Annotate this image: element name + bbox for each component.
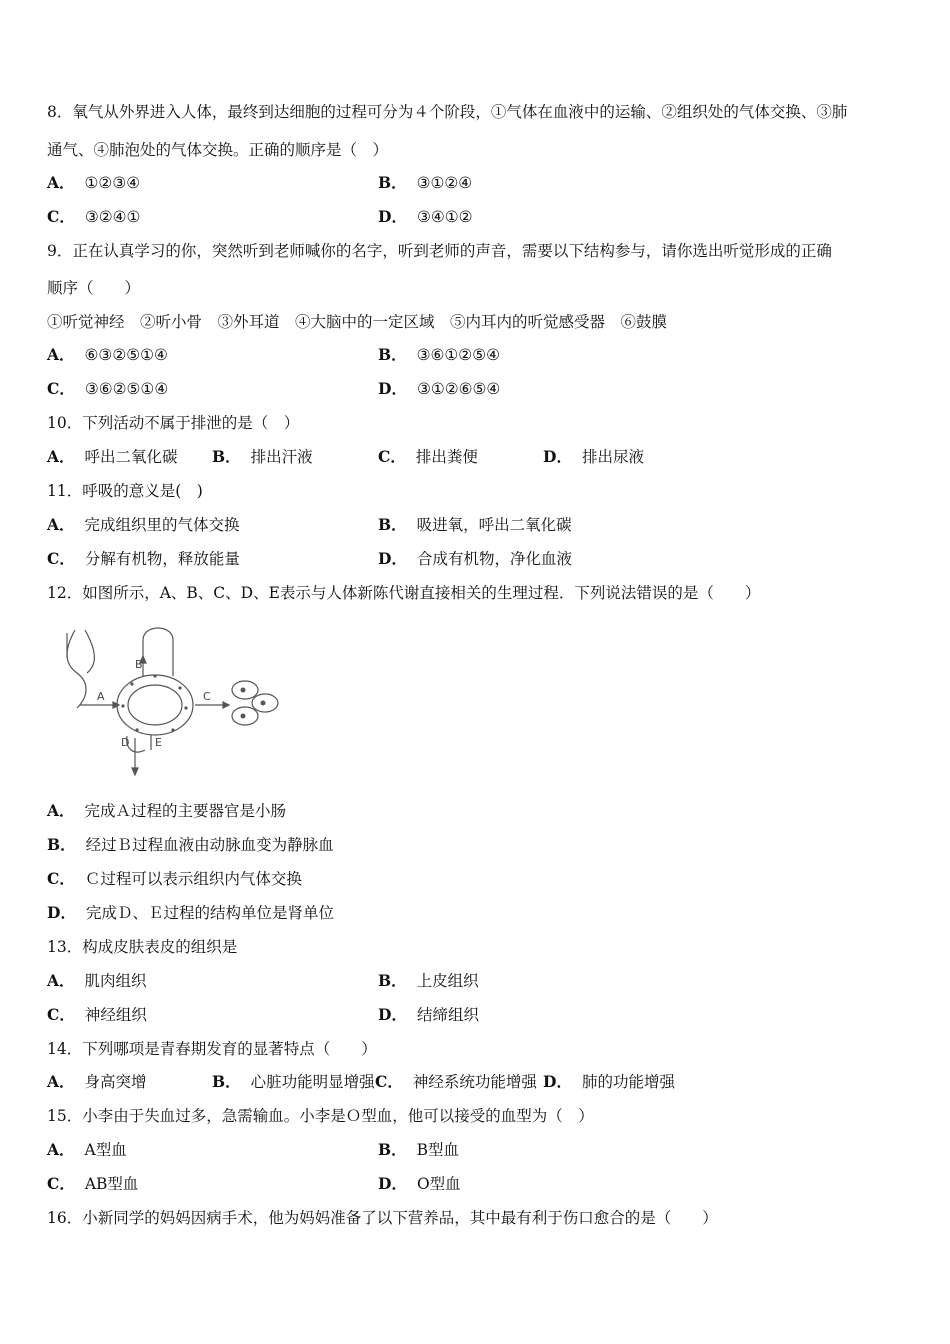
- q14-stem: 14．下列哪项是青春期发育的显著特点（ ）: [47, 1040, 377, 1058]
- vessel-ring-inner: [128, 685, 182, 725]
- q10-option-b[interactable]: B． 排出汗液: [212, 447, 313, 466]
- q8-option-a[interactable]: A． ①②③④: [47, 173, 141, 192]
- label-c: C: [203, 690, 211, 703]
- q12-stem: 12．如图所示，A、B、C、D、E表示与人体新陈代谢直接相关的生理过程．下列说法错误的是（ ）: [47, 584, 761, 602]
- q14-option-d[interactable]: D． 肺的功能增强: [543, 1072, 675, 1091]
- q9-option-c[interactable]: C． ③⑥②⑤①④: [47, 379, 169, 398]
- loop-b: [143, 628, 173, 676]
- q14-option-b[interactable]: B． 心脏功能明显增强: [212, 1072, 375, 1091]
- q11-stem: 11．呼吸的意义是( ): [47, 482, 203, 500]
- q15-stem: 15．小李由于失血过多，急需输血。小李是Ｏ型血，他可以接受的血型为（ ）: [47, 1107, 594, 1125]
- q11-option-b[interactable]: B． 吸进氧，呼出二氧化碳: [378, 515, 572, 534]
- q13-option-c[interactable]: C． 神经组织: [47, 1005, 147, 1024]
- q8-option-c[interactable]: C． ③②④①: [47, 207, 141, 226]
- label-d: D: [121, 736, 130, 749]
- q15-option-d[interactable]: D． O型血: [378, 1174, 461, 1193]
- lung-shape-inner: [85, 630, 94, 673]
- q12-option-d[interactable]: D． 完成Ｄ、Ｅ过程的结构单位是肾单位: [47, 903, 334, 922]
- q13-option-b[interactable]: B． 上皮组织: [378, 971, 479, 990]
- q16-stem: 16．小新同学的妈妈因病手术，他为妈妈准备了以下营养品，其中最有利于伤口愈合的是（ ）: [47, 1209, 718, 1227]
- q10-option-a[interactable]: A． 呼出二氧化碳: [47, 447, 178, 466]
- lung-shape: [67, 630, 86, 708]
- q11-option-c[interactable]: C． 分解有机物，释放能量: [47, 549, 240, 568]
- q15-option-b[interactable]: B． B型血: [378, 1140, 459, 1159]
- q15-option-a[interactable]: A． A型血: [47, 1140, 127, 1159]
- q11-option-d[interactable]: D． 合成有机物，净化血液: [378, 549, 572, 568]
- q15-option-c[interactable]: C． AB型血: [47, 1174, 139, 1193]
- q12-option-c[interactable]: C． Ｃ过程可以表示组织内气体交换: [47, 869, 302, 888]
- q12-option-a[interactable]: A． 完成Ａ过程的主要器官是小肠: [47, 801, 287, 820]
- label-a: A: [97, 690, 105, 703]
- q10-stem: 10．下列活动不属于排泄的是（ ）: [47, 414, 300, 432]
- q13-option-d[interactable]: D． 结缔组织: [378, 1005, 479, 1024]
- q13-option-a[interactable]: A． 肌肉组织: [47, 971, 147, 990]
- q12-metabolism-diagram: [55, 618, 295, 783]
- q10-option-c[interactable]: C． 排出粪便: [378, 447, 478, 466]
- q14-option-a[interactable]: A． 身高突增: [47, 1072, 147, 1091]
- diagram-svg: [55, 618, 295, 783]
- q9-option-a[interactable]: A． ⑥③②⑤①④: [47, 345, 168, 364]
- q11-option-a[interactable]: A． 完成组织里的气体交换: [47, 515, 240, 534]
- q8-option-d[interactable]: D． ③④①②: [378, 207, 473, 226]
- q9-option-d[interactable]: D． ③①②⑥⑤④: [378, 379, 501, 398]
- label-e: E: [155, 736, 162, 749]
- q8-stem-line1: 8．氧气从外界进入人体，最终到达细胞的过程可分为４个阶段，①气体在血液中的运输、②组织处的气体交换、③肺: [47, 103, 848, 121]
- q10-option-d[interactable]: D． 排出尿液: [543, 447, 644, 466]
- label-b: B: [135, 658, 143, 671]
- q9-stem-line2: 顺序（ ）: [47, 279, 141, 297]
- q9-items: ①听觉神经 ②听小骨 ③外耳道 ④大脑中的一定区域 ⑤内耳内的听觉感受器 ⑥鼓膜: [47, 313, 668, 331]
- q12-option-b[interactable]: B． 经过Ｂ过程血液由动脉血变为静脉血: [47, 835, 334, 854]
- q8-stem-line2: 通气、④肺泡处的气体交换。正确的顺序是（ ）: [47, 141, 389, 159]
- q9-option-b[interactable]: B． ③⑥①②⑤④: [378, 345, 500, 364]
- q8-option-b[interactable]: B． ③①②④: [378, 173, 473, 192]
- q13-stem: 13．构成皮肤表皮的组织是: [47, 938, 238, 956]
- q14-option-c[interactable]: C． 神经系统功能增强: [375, 1072, 537, 1091]
- q9-stem-line1: 9．正在认真学习的你，突然听到老师喊你的名字，听到老师的声音，需要以下结构参与，请你选出听觉形成的正确: [47, 242, 832, 260]
